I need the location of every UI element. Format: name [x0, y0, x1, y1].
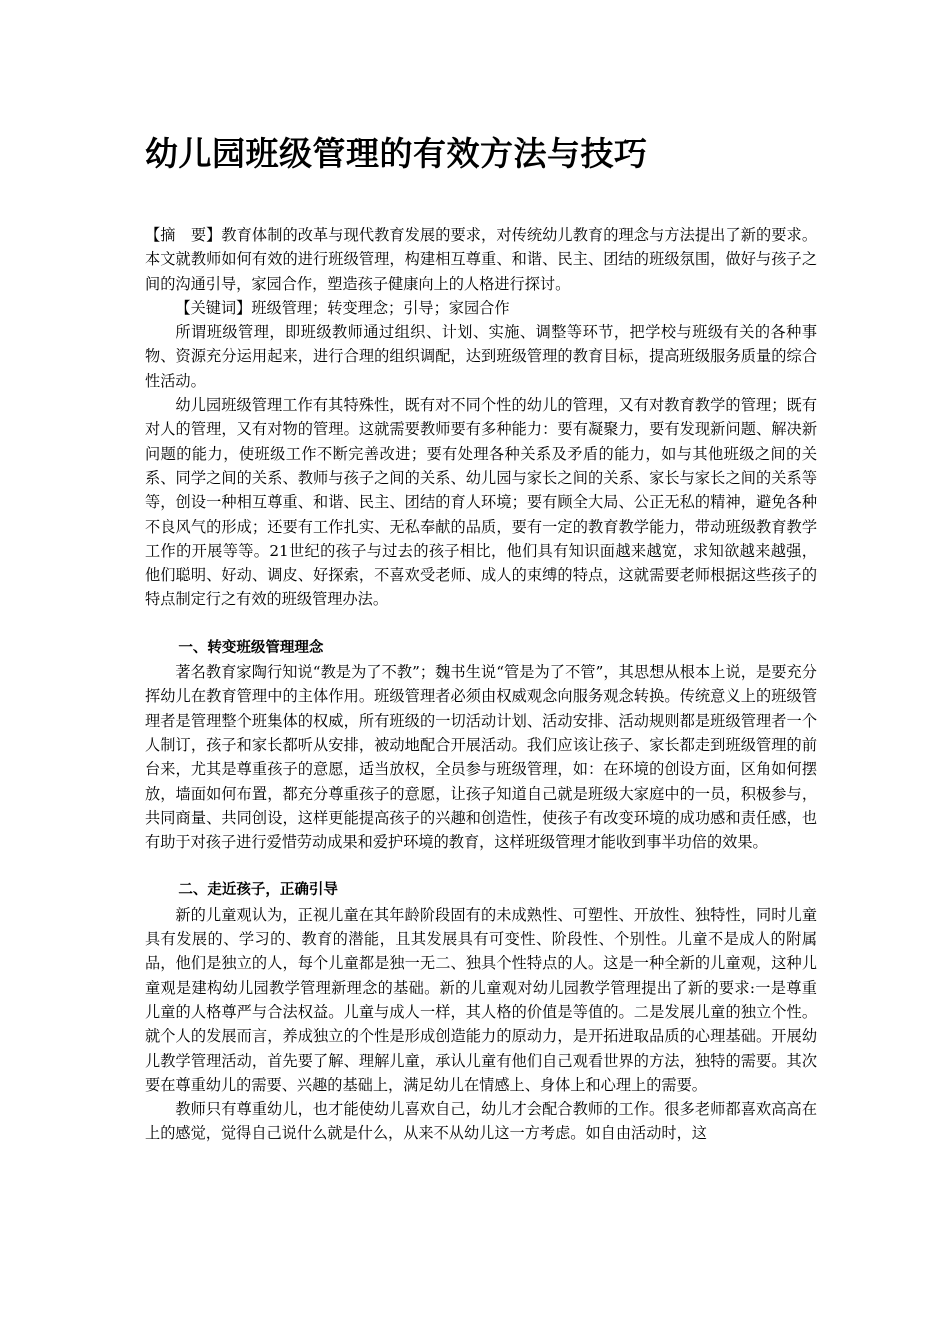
section-spacer [145, 612, 817, 636]
keywords-line: 【关键词】班级管理；转变理念；引导；家园合作 [175, 298, 510, 317]
section-spacer [145, 854, 817, 878]
intro-paragraph-2: 幼儿园班级管理工作有其特殊性，既有对不同个性的幼儿的管理，又有对教育教学的管理；既有对人的管理，又有对物的管理。这就需要教师要有多种能力：要有凝聚力，要有发现新问题、解决新问题的能力，使班级工作不断完善改进；要有处理各种关系及矛盾的能力，如与其他班级之间的关系、同学之间的关系、教师与孩子之间的关系、幼儿园与家长之间的关系、家长与家长之间的关系等等，创设一种相互尊重、和谐、民主、团结的育人环境；要有顾全大局、公正无私的精神，避免各种不良风气的形成；还要有工作扎实、无私奉献的品质，要有一定的教育教学能力，带动班级教育教学工作的开展等等。21世纪的孩子与过去的孩子相比，他们具有知识面越来越宽，求知欲越来越强，他们聪明、好动、调皮、好探索，不喜欢受老师、成人的束缚的特点，这就需要老师根据这些孩子的特点制定行之有效的班级管理办法。 [145, 396, 817, 609]
section-1-heading: 一、转变班级管理理念 [178, 639, 324, 656]
section-2-paragraph-2: 教师只有尊重幼儿，也才能使幼儿喜欢自己，幼儿才会配合教师的工作。很多老师都喜欢高高在上的感觉，觉得自己说什么就是什么，从来不从幼儿这一方考虑。如自由活动时，这 [145, 1100, 817, 1143]
section-2-paragraph-1: 新的儿童观认为，正视儿童在其年龄阶段固有的未成熟性、可塑性、开放性、独特性，同时儿童具有发展的、学习的、教育的潜能，且其发展具有可变性、阶段性、个别性。儿童不是成人的附属品，他们是独立的人，每个儿童都是独一无二、独具个性特点的人。这是一种全新的儿童观，这种儿童观是建构幼儿园教学管理新理念的基础。新的儿童观对幼儿园教学管理提出了新的要求:一是尊重儿童的人格尊严与合法权益。儿童与成人一样，其人格的价值是等值的。二是发展儿童的独立个性。就个人的发展而言，养成独立的个性是形成创造能力的原动力，是开拓进取品质的心理基础。开展幼儿教学管理活动，首先要了解、理解儿童，承认儿童有他们自己观看世界的方法，独特的需要。其次要在尊重幼儿的需要、兴趣的基础上，满足幼儿在情感上、身体上和心理上的需要。 [145, 905, 817, 1094]
intro-paragraph-1: 所谓班级管理，即班级教师通过组织、计划、实施、调整等环节，把学校与班级有关的各种事物、资源充分运用起来，进行合理的组织调配，达到班级管理的教育目标，提高班级服务质量的综合性活动。 [145, 323, 817, 390]
abstract-paragraph: 【摘 要】教育体制的改革与现代教育发展的要求，对传统幼儿教育的理念与方法提出了新的要求。本文就教师如何有效的进行班级管理，构建相互尊重、和谐、民主、团结的班级氛围，做好与孩子之间的沟通引导，家园合作，塑造孩子健康向上的人格进行探讨。 [145, 226, 817, 293]
document-title: 幼儿园班级管理的有效方法与技巧 [145, 134, 648, 173]
section-1-paragraph: 著名教育家陶行知说“教是为了不教”；魏书生说“管是为了不管”，其思想从根本上说，是要充分挥幼儿在教育管理中的主体作用。班级管理者必须由权威观念向服务观念转换。传统意义上的班级管理者是管理整个班集体的权威，所有班级的一切活动计划、活动安排、活动规则都是班级管理者一个人制订，孩子和家长都听从安排，被动地配合开展活动。我们应该让孩子、家长都走到班级管理的前台来，尤其是尊重孩子的意愿，适当放权，全员参与班级管理，如：在环境的创设方面，区角如何摆放，墙面如何布置，都充分尊重孩子的意愿，让孩子知道自己就是班级大家庭中的一员，积极参与，共同商量、共同创设，这样更能提高孩子的兴趣和创造性，使孩子有改变环境的成功感和责任感，也有助于对孩子进行爱惜劳动成果和爱护环境的教育，这样班级管理才能收到事半功倍的效果。 [145, 663, 817, 852]
document-body [145, 223, 817, 1146]
section-2-heading: 二、走近孩子，正确引导 [178, 882, 338, 899]
